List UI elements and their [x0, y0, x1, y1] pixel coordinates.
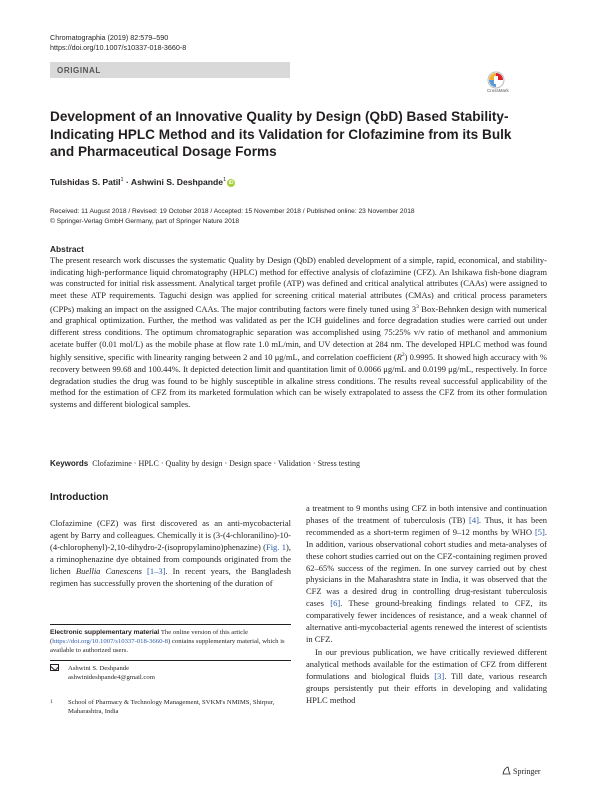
- body-text: ), a riminophenazine dye obtained from compounds originated from the lichen: [50, 541, 291, 576]
- intro-right-column: [306, 503, 547, 706]
- body-text: In our previous publication, we have critically reviewed different analytical methods available for the estimation of CFZ from different formulations and biological fluids: [306, 646, 547, 681]
- body-text: . In addition, various observational cohort studies and meta-analyses of these cohort studies carried out on the CFZ-containing regimen proved 62–65% success of the regimen. In one survey carried out by chest physicians in the Maharashtra state in India, it was observed that the CFZ was a desired drug in controlling drug-resistant tuberculosis cases: [306, 526, 548, 609]
- abstract-text: ) 0.9995. It showed high accuracy with % recovery between 99.68 and 100.44%. It depicted detection limit and quantitation limit of 0.0066 μg/mL and 0.0199 μg/mL, respectively. In force degradation studies the drug was found to be highly susceptible in alkaline stress conditions. The results reveal successful applicability of the method for the estimation of CFZ from its marketed formulation which can be wisely extrapolated to assess the CFZ from its other formulation systems and different biological samples.: [50, 352, 547, 410]
- keywords-list: Clofazimine · HPLC · Quality by design · Design space · Validation · Stress testing: [92, 459, 361, 468]
- affiliation-number: 1: [50, 699, 53, 705]
- abstract-heading: Abstract: [50, 244, 84, 254]
- body-text: . Thus, it has been recommended as a short-term regimen of 9–12 months by WHO: [306, 514, 547, 537]
- esm-label: Electronic supplementary material: [50, 629, 160, 636]
- keywords-label: Keywords: [50, 459, 89, 468]
- springer-horse-icon: [502, 766, 511, 775]
- history-dates: Received: 11 August 2018 / Revised: 19 October 2018 / Accepted: 15 November 2018 / Published online: 23 November 2018: [50, 208, 415, 215]
- doi-link[interactable]: https://doi.org/10.1007/s10337-018-3660-8: [50, 43, 187, 52]
- springer-logo: [502, 766, 541, 776]
- citation-link[interactable]: [1–3]: [147, 565, 166, 576]
- author-name[interactable]: Tulshidas S. Patil: [50, 177, 121, 187]
- orcid-icon[interactable]: iD: [228, 180, 234, 186]
- corr-name: Ashwini S. Deshpande: [68, 665, 130, 672]
- affiliation-marker: 1: [223, 177, 227, 184]
- species-name: Buellia Canescens: [75, 565, 142, 576]
- copyright-line: © Springer-Verlag GmbH Germany, part of Springer Nature 2018: [50, 218, 240, 225]
- paragraph: [306, 503, 547, 646]
- citation-link[interactable]: [5]: [534, 526, 545, 537]
- abstract-text: The present research work discusses the systematic Quality by Design (QbD) enabled development of a simple, rapid, economical, and stability-indicating high-performance liquid chromatography (HPLC) method for effective analysis of clofazimine (CFZ). An Ishikawa fish-bone diagram was constructed for initial risk assessment. Analytical target profile (ATP) was defined and critical analytical attributes (CAAs) were assigned to meet these ATP requirements. Taguchi design was applied for screening critical material attributes (CMAs) and critical process parameters (CPPs) making an impact on the assigned CAAs. The major contributing factors were finely tuned using 3: [50, 255, 547, 314]
- body-text: . In recent years, the Bangladesh regimen has successfully proven the shortening of the duration of: [50, 565, 291, 588]
- section-label: ORIGINAL: [57, 66, 101, 75]
- superscript: 3: [416, 303, 419, 310]
- citation-link[interactable]: [4]: [468, 514, 479, 525]
- corr-email[interactable]: ashwinideshpande4@gmail.com: [68, 674, 155, 681]
- abstract-body: [50, 255, 547, 411]
- figure-link[interactable]: Fig. 1: [265, 541, 287, 552]
- body-text: a treatment to 9 months using CFZ in both intensive and continuation phases of the treatment of tuberculosis (TB): [306, 503, 547, 525]
- symbol-r: R: [396, 352, 402, 363]
- envelope-icon: [50, 664, 59, 671]
- affiliation-marker: 1: [120, 177, 124, 184]
- crossmark-badge[interactable]: [487, 71, 539, 93]
- footnote-rule: [50, 660, 291, 661]
- author-list: [50, 177, 235, 187]
- introduction-heading: Introduction: [50, 492, 109, 503]
- footnote-rule: [50, 624, 291, 625]
- article-title: Development of an Innovative Quality by Design (QbD) Based Stability-Indicating HPLC Method and its Validation for Clofazimine from its Bulk and Pharmaceutical Dosage Forms: [50, 109, 512, 159]
- esm-note: [50, 628, 291, 655]
- esm-text: The online version of this article (: [50, 629, 248, 645]
- affiliation-text: School of Pharmacy & Technology Management, SVKM's NMIMS, Shirpur, Maharashtra, India: [68, 699, 275, 715]
- citation-link[interactable]: [3]: [434, 670, 445, 681]
- article-dates: [50, 207, 415, 227]
- intro-left-column: [50, 518, 291, 589]
- superscript: 2: [401, 352, 405, 359]
- esm-text: ) contains supplementary material, which is available to authorized users.: [50, 638, 285, 654]
- paragraph: [306, 647, 547, 707]
- journal-header: [50, 33, 186, 53]
- body-text: . Till date, various research groups persistently put their efforts in developing and validating HPLC method: [306, 670, 547, 705]
- journal-citation: Chromatographia (2019) 82:579–590: [50, 33, 169, 42]
- affiliation: [50, 698, 291, 716]
- body-text: . These ground-breaking findings related to CFZ, its comparatively fewer incidences of resistance, and a weak channel of alternative anti-mycobacterial agents renewed the interest of scientists in CFZ.: [306, 598, 547, 644]
- citation-link[interactable]: [6]: [330, 598, 341, 609]
- author-separator: ·: [123, 177, 131, 187]
- body-text: Clofazimine (CFZ) was first discovered as an anti-mycobacterial agent by Barry and colleagues. Chemically it is (3-(4-chloranilino)-10-(4-chlorophenyl)-2,10-dihydro-2-(isopropylamino)phenazine) (: [50, 518, 291, 552]
- esm-link[interactable]: https://doi.org/10.1007/s10337-018-3660-8: [52, 638, 169, 645]
- corresponding-author: [50, 664, 291, 682]
- keywords: [50, 459, 547, 468]
- abstract-text: Box-Behnken design with numerical and graphical optimization. Further, the method was validated as per the ICH guidelines and force degradation studies were carried out under different stress conditions. The optimum chromatographic separation was accomplished using 75:25% v/v ratio of methanol and ammonium acetate buffer (0.01 mol/L) as the mobile phase at flow rate 1.0 mL/min, and UV detection at 284 nm. The developed HPLC method was found highly sensitive, specific with linearity ranging between 2 and 10 μg/mL, and correlation coefficient (: [50, 303, 547, 363]
- publisher-name: Springer: [513, 767, 541, 776]
- crossmark-label: CrossMark: [487, 88, 509, 93]
- author-name[interactable]: Ashwini S. Deshpande: [130, 177, 224, 187]
